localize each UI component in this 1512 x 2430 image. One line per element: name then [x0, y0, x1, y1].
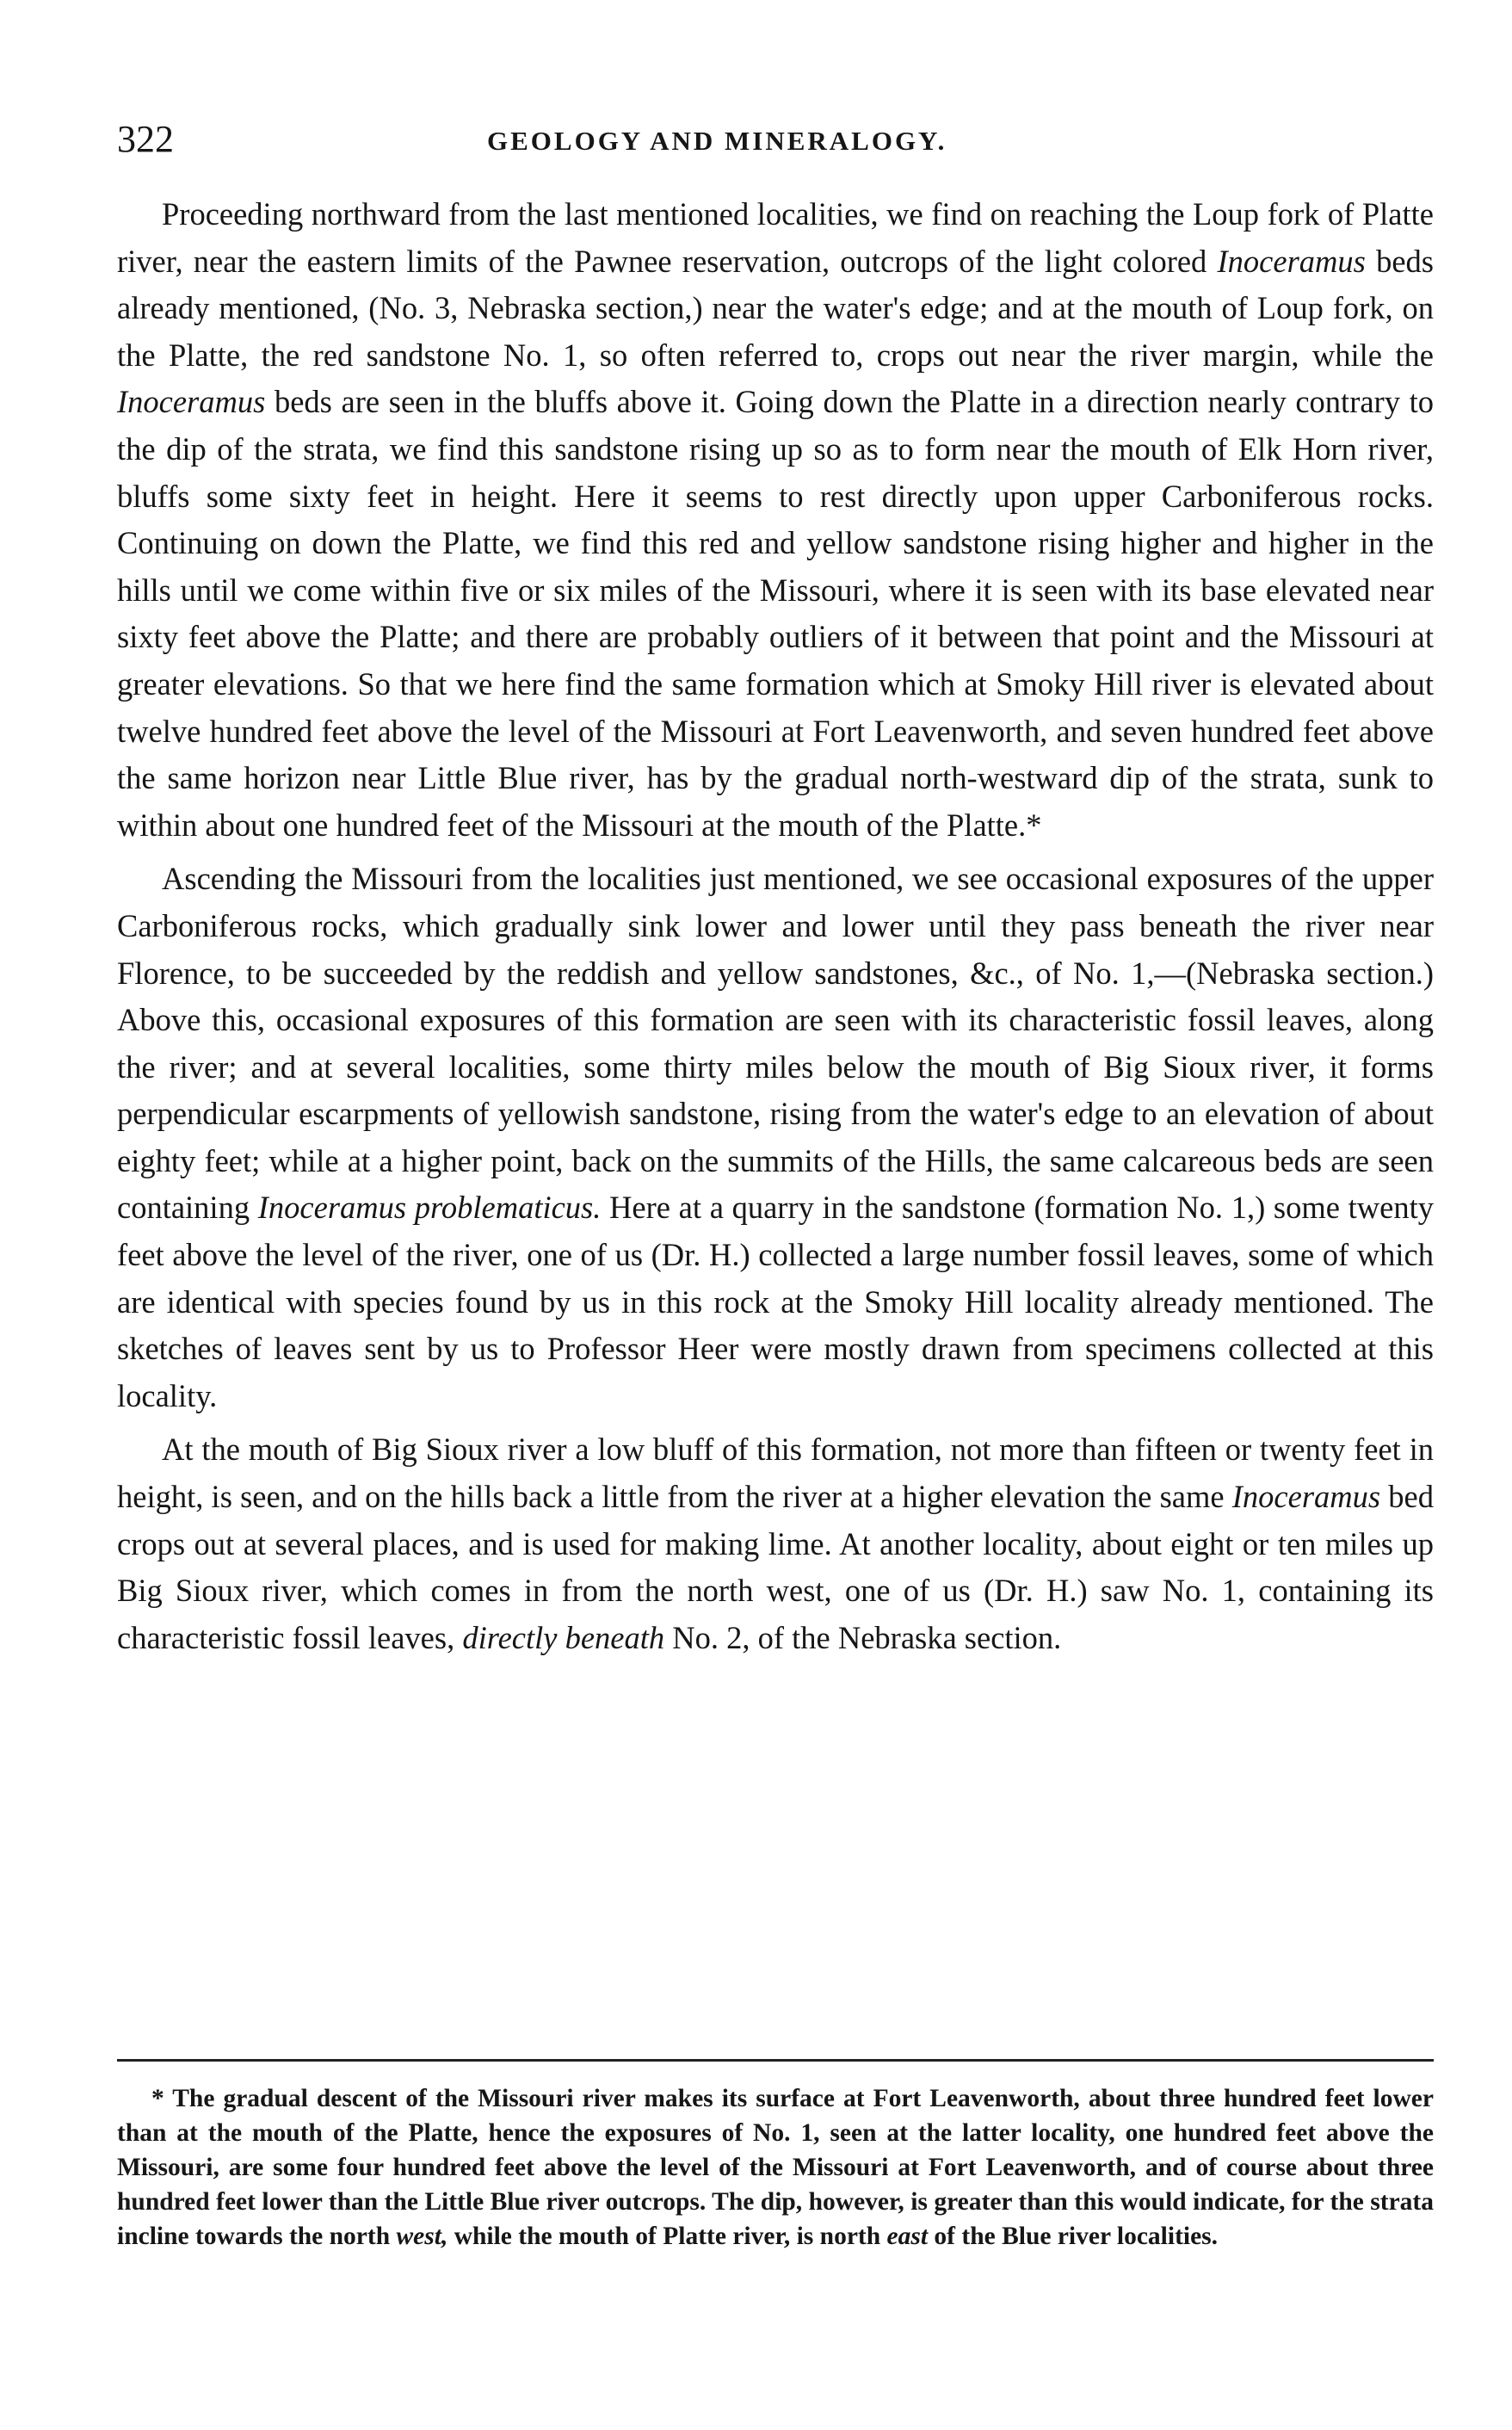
footnote	[117, 2081, 1434, 2254]
italic-text: directly beneath	[462, 1619, 665, 1655]
italic-text: west,	[396, 2223, 448, 2250]
text-run: while the mouth of Platte river, is north	[447, 2223, 887, 2250]
italic-text: Inoceramus	[1231, 1479, 1381, 1515]
text-run: bed crops out at several places, and is used for making lime. At another locality, about eight or ten miles up Big Sioux river, which comes in from the north west, one of us (Dr. H.) saw No. 1, containing its characteristic fossil leaves,	[117, 1479, 1434, 1655]
paragraph	[117, 1426, 1434, 1661]
italic-text: Inoceramus	[1217, 243, 1366, 279]
text-run: * The gradual descent of the Missouri river makes its surface at Fort Leavenworth, about three hundred feet lower than at the mouth of the Platte, hence the exposures of No. 1, seen at the latter locality, one hundred feet above the Missouri, are some four hundred feet above the level of the Missouri at Fort Leavenworth, and of course about three hundred feet lower than the Little Blue river outcrops. The dip, however, is greater than this would indicate, for the strata incline towards the north	[117, 2085, 1434, 2250]
text-run: beds are seen in the bluffs above it. Going down the Platte in a direction nearly contrary to the dip of the strata, we find this sandstone rising up so as to form near the mouth of Elk Horn river, bluffs some sixty feet in height. Here it seems to rest directly upon upper Carboniferous rocks. Continuing on down the Platte, we find this red and yellow sandstone rising higher and higher in the hills until we come within five or six miles of the Missouri, where it is seen with its base elevated near sixty feet above the Platte; and there are probably outliers of it between that point and the Missouri at greater elevations. So that we here find the same formation which at Smoky Hill river is elevated about twelve hundred feet above the level of the Missouri at Fort Leavenworth, and seven hundred feet above the same horizon near Little Blue river, has by the gradual north-westward dip of the strata, sunk to within about one hundred feet of the Missouri at the mouth of the Platte.*	[117, 384, 1434, 843]
footnote-divider	[117, 2059, 1434, 2062]
page-number: 322	[117, 118, 174, 160]
text-run: Ascending the Missouri from the localities just mentioned, we see occasional exposures of the upper Carboniferous rocks, which gradually sink lower and lower until they pass beneath the river near Florence, to be succeeded by the reddish and yellow sandstones, &c., of No. 1,—(Nebraska section.) Above this, occasional exposures of this formation are seen with its characteristic fossil leaves, along the river; and at several localities, some thirty miles below the mouth of Big Sioux river, it forms perpendicular escarpments of yellowish sandstone, rising from the water's edge to an elevation of about eighty feet; while at a higher point, back on the summits of the Hills, the same calcareous beds are seen containing	[117, 861, 1434, 1226]
paragraph	[117, 856, 1434, 1419]
running-title: GEOLOGY AND MINERALOGY.	[487, 126, 947, 156]
text-run: No. 2, of the Nebraska section.	[664, 1619, 1062, 1655]
text-run: beds already mentioned, (No. 3, Nebraska section,) near the water's edge; and at the mouth of Loup fork, on the Platte, the red sandstone No. 1, so often referred to, crops out near the river margin, while the	[117, 243, 1434, 373]
text-run: At the mouth of Big Sioux river a low bluff of this formation, not more than fifteen or twenty feet in height, is seen, and on the hills back a little from the river at a higher elevation the same	[117, 1431, 1434, 1515]
text-run: of the Blue river localities.	[928, 2223, 1219, 2250]
italic-text: east	[886, 2223, 929, 2250]
italic-text: Inoceramus	[117, 384, 266, 420]
running-head	[117, 114, 1434, 165]
body-text	[117, 191, 1434, 1668]
paragraph	[117, 191, 1434, 849]
text-run: Here at a quarry in the sandstone (formation No. 1,) some twenty feet above the level of the river, one of us (Dr. H.) collected a large number fossil leaves, some of which are identical with species found by us in this rock at the Smoky Hill locality already mentioned. The sketches of leaves sent by us to Professor Heer were mostly drawn from specimens collected at this locality.	[117, 1190, 1435, 1413]
text-run: Proceeding northward from the last mentioned localities, we find on reaching the Loup fork of Platte river, near the eastern limits of the Pawnee reservation, outcrops of the light colored	[117, 196, 1434, 279]
italic-text: Inoceramus problematicus.	[257, 1190, 602, 1226]
